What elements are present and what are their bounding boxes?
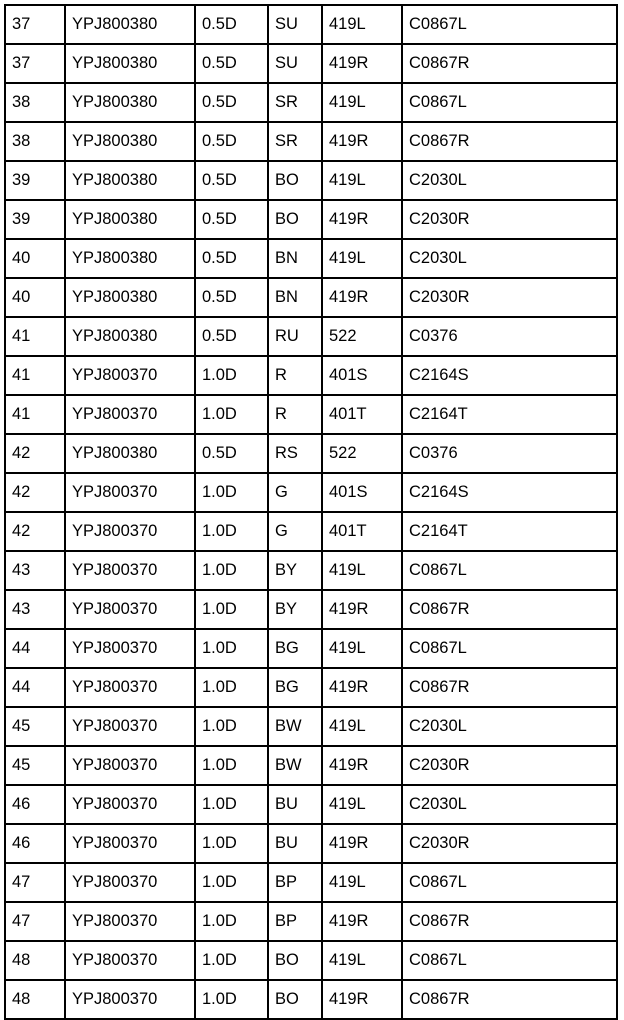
table-cell: C2030R — [402, 824, 617, 863]
table-cell: 40 — [5, 239, 65, 278]
table-row — [5, 941, 617, 980]
table-cell: C0867L — [402, 5, 617, 44]
table-cell: 1.0D — [195, 785, 268, 824]
table-row — [5, 161, 617, 200]
table-cell: SR — [268, 122, 322, 161]
table-cell: 0.5D — [195, 239, 268, 278]
table-cell: 1.0D — [195, 707, 268, 746]
table-cell: YPJ800370 — [65, 980, 195, 1019]
table-cell: C0867R — [402, 122, 617, 161]
table-cell: RU — [268, 317, 322, 356]
table-row — [5, 317, 617, 356]
table-cell: R — [268, 395, 322, 434]
table-cell: YPJ800370 — [65, 512, 195, 551]
table-cell: BP — [268, 902, 322, 941]
table-cell: 1.0D — [195, 668, 268, 707]
table-cell: YPJ800370 — [65, 707, 195, 746]
table-cell: BO — [268, 941, 322, 980]
table-cell: 419R — [322, 902, 402, 941]
table-cell: 1.0D — [195, 551, 268, 590]
table-cell: 401S — [322, 356, 402, 395]
table-cell: YPJ800380 — [65, 317, 195, 356]
table-cell: BG — [268, 668, 322, 707]
table-cell: YPJ800380 — [65, 83, 195, 122]
table-cell: 44 — [5, 629, 65, 668]
table-cell: 419R — [322, 122, 402, 161]
table-cell: C2164T — [402, 395, 617, 434]
table-cell: 1.0D — [195, 590, 268, 629]
table-row — [5, 200, 617, 239]
table-cell: BP — [268, 863, 322, 902]
table-cell: 47 — [5, 863, 65, 902]
table-cell: 419R — [322, 44, 402, 83]
data-table — [4, 4, 618, 1020]
table-cell: 0.5D — [195, 200, 268, 239]
table-cell: 419L — [322, 5, 402, 44]
table-cell: 41 — [5, 317, 65, 356]
table-cell: 1.0D — [195, 941, 268, 980]
table-cell: YPJ800380 — [65, 278, 195, 317]
table-cell: 1.0D — [195, 512, 268, 551]
table-cell: BW — [268, 746, 322, 785]
table-row — [5, 824, 617, 863]
table-row — [5, 356, 617, 395]
table-cell: 419L — [322, 551, 402, 590]
table-cell: 419R — [322, 278, 402, 317]
table-cell: C2030L — [402, 239, 617, 278]
table-cell: SR — [268, 83, 322, 122]
table-cell: C0867R — [402, 590, 617, 629]
table-cell: SU — [268, 44, 322, 83]
table-cell: YPJ800370 — [65, 551, 195, 590]
table-cell: C2030L — [402, 707, 617, 746]
table-cell: BN — [268, 278, 322, 317]
table-cell: YPJ800380 — [65, 200, 195, 239]
table-cell: 38 — [5, 83, 65, 122]
table-cell: C0867L — [402, 629, 617, 668]
table-cell: C0867L — [402, 551, 617, 590]
table-cell: 45 — [5, 707, 65, 746]
table-cell: 39 — [5, 200, 65, 239]
table-row — [5, 707, 617, 746]
table-cell: 39 — [5, 161, 65, 200]
table-cell: 419R — [322, 668, 402, 707]
table-cell: 0.5D — [195, 44, 268, 83]
table-row — [5, 902, 617, 941]
table-row — [5, 980, 617, 1019]
table-cell: BU — [268, 824, 322, 863]
table-row — [5, 668, 617, 707]
table-cell: 42 — [5, 473, 65, 512]
table-cell: YPJ800370 — [65, 941, 195, 980]
table-cell: YPJ800370 — [65, 863, 195, 902]
table-cell: C2164T — [402, 512, 617, 551]
table-cell: 38 — [5, 122, 65, 161]
table-body — [5, 5, 617, 1019]
table-cell: 1.0D — [195, 863, 268, 902]
table-cell: C2030L — [402, 785, 617, 824]
table-row — [5, 5, 617, 44]
table-cell: 37 — [5, 44, 65, 83]
table-row — [5, 395, 617, 434]
table-cell: YPJ800380 — [65, 161, 195, 200]
table-cell: 419L — [322, 161, 402, 200]
table-cell: 41 — [5, 395, 65, 434]
table-cell: 419L — [322, 707, 402, 746]
table-cell: C0867R — [402, 902, 617, 941]
table-cell: 46 — [5, 785, 65, 824]
table-cell: 419R — [322, 200, 402, 239]
table-cell: 44 — [5, 668, 65, 707]
table-cell: 522 — [322, 434, 402, 473]
table-row — [5, 239, 617, 278]
table-row — [5, 746, 617, 785]
table-cell: BY — [268, 551, 322, 590]
table-cell: YPJ800380 — [65, 5, 195, 44]
table-cell: 47 — [5, 902, 65, 941]
table-cell: C2030R — [402, 278, 617, 317]
table-cell: 46 — [5, 824, 65, 863]
table-cell: C2030L — [402, 161, 617, 200]
table-cell: RS — [268, 434, 322, 473]
table-cell: C2030R — [402, 746, 617, 785]
table-row — [5, 278, 617, 317]
table-cell: 419R — [322, 824, 402, 863]
table-row — [5, 785, 617, 824]
table-row — [5, 122, 617, 161]
table-cell: C0867L — [402, 941, 617, 980]
table-cell: C2164S — [402, 356, 617, 395]
table-cell: YPJ800380 — [65, 434, 195, 473]
table-cell: C2030R — [402, 200, 617, 239]
table-cell: 419L — [322, 629, 402, 668]
table-cell: 401T — [322, 395, 402, 434]
table-row — [5, 44, 617, 83]
table-cell: R — [268, 356, 322, 395]
table-cell: 419R — [322, 590, 402, 629]
table-cell: 1.0D — [195, 395, 268, 434]
table-cell: YPJ800370 — [65, 629, 195, 668]
table-cell: YPJ800370 — [65, 356, 195, 395]
table-cell: SU — [268, 5, 322, 44]
table-row — [5, 551, 617, 590]
table-cell: 1.0D — [195, 902, 268, 941]
document-page — [0, 4, 624, 1009]
table-row — [5, 473, 617, 512]
table-cell: 419L — [322, 941, 402, 980]
table-cell: YPJ800370 — [65, 785, 195, 824]
table-cell: 42 — [5, 512, 65, 551]
table-cell: 1.0D — [195, 824, 268, 863]
table-cell: 0.5D — [195, 122, 268, 161]
table-cell: 42 — [5, 434, 65, 473]
table-cell: C0867R — [402, 980, 617, 1019]
table-cell: 0.5D — [195, 161, 268, 200]
table-cell: 40 — [5, 278, 65, 317]
table-cell: 43 — [5, 551, 65, 590]
table-row — [5, 83, 617, 122]
table-cell: 419R — [322, 746, 402, 785]
table-cell: C0867R — [402, 668, 617, 707]
table-cell: G — [268, 473, 322, 512]
table-cell: 522 — [322, 317, 402, 356]
table-cell: 41 — [5, 356, 65, 395]
table-cell: BG — [268, 629, 322, 668]
table-cell: C0376 — [402, 317, 617, 356]
table-row — [5, 629, 617, 668]
table-cell: 0.5D — [195, 434, 268, 473]
table-cell: 0.5D — [195, 278, 268, 317]
table-row — [5, 863, 617, 902]
table-cell: 1.0D — [195, 356, 268, 395]
table-cell: BO — [268, 200, 322, 239]
table-row — [5, 434, 617, 473]
table-cell: BN — [268, 239, 322, 278]
table-cell: YPJ800370 — [65, 473, 195, 512]
table-cell: 401S — [322, 473, 402, 512]
table-row — [5, 512, 617, 551]
table-cell: 1.0D — [195, 746, 268, 785]
table-cell: 37 — [5, 5, 65, 44]
table-cell: BO — [268, 161, 322, 200]
table-cell: 45 — [5, 746, 65, 785]
table-cell: 419L — [322, 239, 402, 278]
table-cell: C2164S — [402, 473, 617, 512]
table-cell: G — [268, 512, 322, 551]
table-cell: C0376 — [402, 434, 617, 473]
table-cell: 419L — [322, 863, 402, 902]
table-cell: 401T — [322, 512, 402, 551]
table-cell: C0867L — [402, 83, 617, 122]
table-cell: BY — [268, 590, 322, 629]
table-cell: YPJ800380 — [65, 239, 195, 278]
table-cell: BU — [268, 785, 322, 824]
table-cell: YPJ800370 — [65, 668, 195, 707]
table-cell: 48 — [5, 980, 65, 1019]
table-cell: YPJ800370 — [65, 395, 195, 434]
table-cell: 43 — [5, 590, 65, 629]
table-cell: 1.0D — [195, 473, 268, 512]
table-cell: YPJ800370 — [65, 590, 195, 629]
table-cell: C0867R — [402, 44, 617, 83]
table-cell: YPJ800370 — [65, 824, 195, 863]
table-cell: 419L — [322, 83, 402, 122]
table-row — [5, 590, 617, 629]
table-cell: YPJ800380 — [65, 44, 195, 83]
table-cell: C0867L — [402, 863, 617, 902]
table-cell: YPJ800370 — [65, 746, 195, 785]
table-cell: 48 — [5, 941, 65, 980]
table-cell: 0.5D — [195, 5, 268, 44]
table-cell: 0.5D — [195, 83, 268, 122]
table-cell: 1.0D — [195, 980, 268, 1019]
table-cell: BW — [268, 707, 322, 746]
table-cell: YPJ800370 — [65, 902, 195, 941]
table-cell: 0.5D — [195, 317, 268, 356]
table-cell: YPJ800380 — [65, 122, 195, 161]
table-cell: BO — [268, 980, 322, 1019]
table-cell: 1.0D — [195, 629, 268, 668]
table-cell: 419L — [322, 785, 402, 824]
table-cell: 419R — [322, 980, 402, 1019]
